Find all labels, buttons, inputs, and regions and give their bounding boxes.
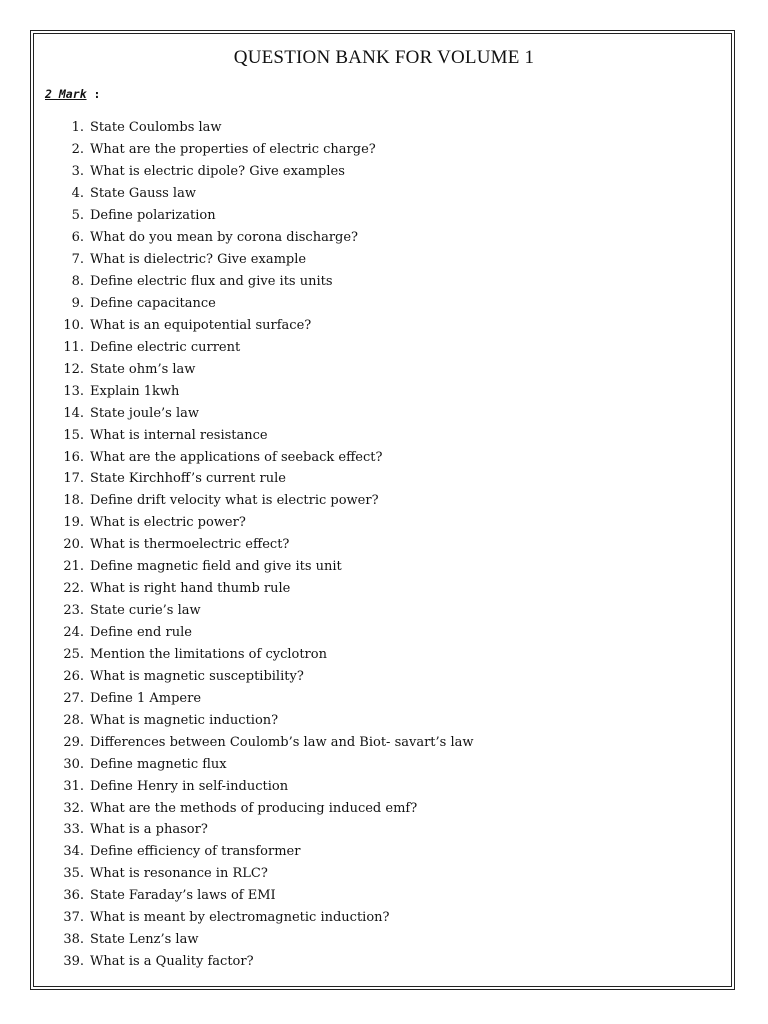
question-text: State joule’s law (90, 405, 199, 421)
question-item (52, 380, 474, 402)
question-text: State Gauss law (90, 186, 196, 202)
question-text: What is a Quality factor? (90, 954, 254, 970)
question-item (52, 139, 474, 161)
question-item (52, 753, 474, 775)
question-number: 12. (63, 361, 84, 377)
question-item (52, 797, 474, 819)
section-mark-label: 2 Mark (45, 87, 87, 101)
question-item (52, 205, 474, 227)
question-text: Define Henry in self-induction (90, 778, 289, 794)
section-separator: : (93, 87, 101, 101)
question-text: What do you mean by corona discharge? (90, 230, 359, 246)
question-item (52, 665, 474, 687)
question-text: State ohm’s law (90, 361, 196, 377)
question-number: 16. (63, 449, 84, 465)
question-item (52, 687, 474, 709)
question-item (52, 819, 474, 841)
question-number: 17. (63, 471, 84, 487)
question-text: What is right hand thumb rule (90, 581, 291, 597)
question-item (52, 402, 474, 424)
question-text: State Faraday’s laws of EMI (90, 888, 276, 904)
question-list (52, 117, 474, 973)
question-text: Define capacitance (90, 295, 216, 311)
question-text: State curie’s law (90, 603, 201, 619)
question-number: 10. (63, 317, 84, 333)
question-number: 29. (63, 734, 84, 750)
question-number: 5. (71, 208, 84, 224)
question-item (52, 534, 474, 556)
question-text: What is magnetic induction? (90, 712, 279, 728)
question-item (52, 600, 474, 622)
question-number: 32. (63, 800, 84, 816)
question-text: What is thermoelectric effect? (90, 537, 290, 553)
question-number: 33. (63, 822, 84, 838)
question-text: State Coulombs law (90, 120, 222, 136)
question-item (52, 161, 474, 183)
question-number: 9. (71, 295, 84, 311)
question-text: What is resonance in RLC? (90, 866, 268, 882)
question-text: Define polarization (90, 208, 216, 224)
question-text: What is a phasor? (90, 822, 208, 838)
question-text: Explain 1kwh (90, 383, 180, 399)
question-number: 8. (71, 274, 84, 290)
question-number: 14. (63, 405, 84, 421)
question-item (52, 117, 474, 139)
question-number: 31. (63, 778, 84, 794)
question-item (52, 841, 474, 863)
question-text: What is dielectric? Give example (90, 252, 307, 268)
question-number: 36. (63, 888, 84, 904)
question-item (52, 227, 474, 249)
question-item (52, 446, 474, 468)
question-text: Mention the limitations of cyclotron (90, 646, 327, 662)
question-number: 27. (63, 690, 84, 706)
question-number: 2. (71, 142, 84, 158)
question-item (52, 512, 474, 534)
question-number: 25. (63, 646, 84, 662)
question-text: What are the properties of electric charge? (90, 142, 376, 158)
question-text: What is magnetic susceptibility? (90, 668, 304, 684)
question-item (52, 885, 474, 907)
question-number: 13. (63, 383, 84, 399)
question-item (52, 293, 474, 315)
question-item (52, 731, 474, 753)
question-number: 22. (63, 581, 84, 597)
question-text: What is meant by electromagnetic induction? (90, 910, 390, 926)
question-number: 19. (63, 515, 84, 531)
document-title: QUESTION BANK FOR VOLUME 1 (233, 47, 535, 68)
question-number: 4. (71, 186, 84, 202)
question-item (52, 907, 474, 929)
question-item (52, 183, 474, 205)
question-number: 6. (71, 230, 84, 246)
question-item (52, 556, 474, 578)
question-text: Define electric current (90, 339, 241, 355)
question-number: 23. (63, 603, 84, 619)
question-item (52, 578, 474, 600)
question-number: 18. (63, 493, 84, 509)
question-text: What is an equipotential surface? (90, 317, 312, 333)
question-text: Define magnetic field and give its unit (90, 559, 342, 575)
question-number: 15. (63, 427, 84, 443)
question-item (52, 490, 474, 512)
question-item (52, 622, 474, 644)
question-text: Define magnetic flux (90, 756, 227, 772)
question-number: 30. (63, 756, 84, 772)
question-text: Define drift velocity what is electric power? (90, 493, 379, 509)
question-number: 24. (63, 625, 84, 641)
question-text: What are the applications of seeback effect? (90, 449, 383, 465)
question-item (52, 424, 474, 446)
question-number: 1. (71, 120, 84, 136)
question-text: What is internal resistance (90, 427, 268, 443)
question-item (52, 644, 474, 666)
question-item (52, 709, 474, 731)
question-item (52, 929, 474, 951)
question-item (52, 951, 474, 973)
question-number: 21. (63, 559, 84, 575)
question-number: 39. (63, 954, 84, 970)
question-text: State Kirchhoff’s current rule (90, 471, 286, 487)
question-item (52, 775, 474, 797)
question-number: 20. (63, 537, 84, 553)
question-text: What are the methods of producing induced emf? (90, 800, 418, 816)
question-item (52, 358, 474, 380)
question-number: 34. (63, 844, 84, 860)
question-item (52, 314, 474, 336)
question-number: 7. (71, 252, 84, 268)
question-text: State Lenz’s law (90, 932, 199, 948)
question-text: What is electric dipole? Give examples (90, 164, 345, 180)
question-number: 35. (63, 866, 84, 882)
question-item (52, 468, 474, 490)
question-number: 26. (63, 668, 84, 684)
question-number: 11. (63, 339, 84, 355)
question-item (52, 249, 474, 271)
question-item (52, 271, 474, 293)
question-number: 37. (63, 910, 84, 926)
question-item (52, 863, 474, 885)
question-text: Define end rule (90, 625, 192, 641)
question-text: What is electric power? (90, 515, 246, 531)
question-text: Define electric flux and give its units (90, 274, 333, 290)
question-number: 28. (63, 712, 84, 728)
question-text: Differences between Coulomb’s law and Biot- savart’s law (90, 734, 474, 750)
question-text: Define efficiency of transformer (90, 844, 301, 860)
question-item (52, 336, 474, 358)
section-heading (45, 87, 100, 101)
question-number: 38. (63, 932, 84, 948)
question-text: Define 1 Ampere (90, 690, 202, 706)
question-number: 3. (71, 164, 84, 180)
